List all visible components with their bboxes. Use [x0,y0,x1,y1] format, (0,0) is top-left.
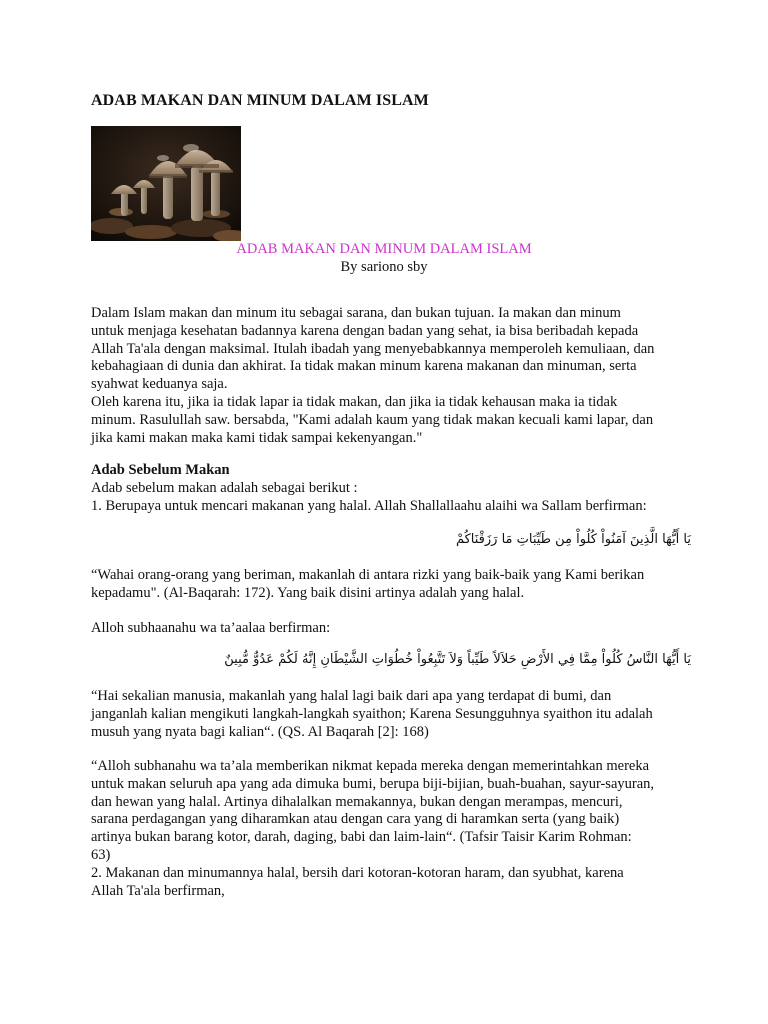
intro-paragraph [91,305,691,447]
text-line: musuh yang nyata bagi kalian“. (QS. Al Baqarah [2]: 168) [91,723,429,740]
document-subtitle: ADAB MAKAN DAN MINUM DALAM ISLAM [236,241,532,257]
mushroom-photo [91,126,241,241]
text-line: 1. Berupaya untuk mencari makanan yang halal. Allah Shallallaahu alaihi wa Sallam berfirman: [91,497,647,514]
text-line: kebahagiaan di dunia dan akhirat. Ia tidak makan minum karena makanan dan minuman, serta [91,358,637,375]
text-line: Alloh subhaanahu wa ta’aalaa berfirman: [91,620,331,636]
document-title: ADAB MAKAN DAN MINUM DALAM ISLAM [91,92,429,109]
tafsir-paragraph [91,758,691,900]
text-line: dan hewan yang halal. Artinya dihalalkan memakannya, bukan dengan merampas, mencuri, [91,793,623,810]
text-line: minum. Rasulullah saw. bersabda, "Kami adalah kaum yang tidak makan kecuali kami lapar, dan [91,411,654,428]
text-line: untuk menjaga kesehatan badannya karena dengan badan yang sehat, ia bisa beribadah kepada [91,322,639,339]
text-line: Allah Ta'ala berfirman, [91,882,225,899]
text-line: “Wahai orang-orang yang beriman, makanlah di antara rizki yang baik-baik yang Kami berikan [91,567,645,583]
text-line: Dalam Islam makan dan minum itu sebagai sarana, dan bukan tujuan. Ia makan dan minum [91,305,621,321]
quote-2 [91,688,691,741]
text-line: janganlah kalian mengikuti langkah-langkah syaithon; Karena Sesungguhnya syaithon itu adalah [91,705,653,722]
intro-2 [91,620,691,638]
text-line: Oleh karena itu, jika ia tidak lapar ia tidak makan, dan jika ia tidak kehausan maka ia tidak [91,393,618,410]
author-byline: By sariono sby [340,259,428,275]
text-line: Adab sebelum makan adalah sebagai berikut : [91,479,358,496]
text-line: untuk makan seluruh apa yang ada dimuka bumi, berupa biji-bijian, buah-buahan, sayur-sayuran, [91,775,655,792]
section-heading: Adab Sebelum Makan [91,462,230,478]
text-line: 2. Makanan dan minumannya halal, bersih dari kotoran-kotoran haram, dan syubhat, karena [91,864,624,881]
arabic-verse-2: يَا أَيُّهَا النَّاسُ كُلُواْ مِمَّا فِي الأَرْضِ حَلاَلاً طَيِّباً وَلاَ تَتَّبِعُواْ خُطُوَاتِ الشَّيْطَانِ إِنَّهُ لَكُمْ عَدُوٌّ مُّبِينٌ [224,652,691,667]
text-line: “Alloh subhanahu wa ta’ala memberikan nikmat kepada mereka dengan memerintahkan mereka [91,758,650,774]
text-line: jika kami makan maka kami tidak sampai kekenyangan." [91,429,423,446]
section-before-eating [91,462,691,515]
text-line: syahwat keduanya saja. [91,376,228,393]
text-line: 63) [91,846,111,863]
text-line: kepadamu". (Al-Baqarah: 172). Yang baik disini artinya adalah yang halal. [91,584,525,601]
text-line: artinya bukan barang kotor, darah, daging, babi dan laim-lain“. (Tafsir Taisir Karim Rohman: [91,829,632,846]
text-line: Allah Ta'ala dengan maksimal. Itulah ibadah yang menyebabkannya memperoleh kemuliaan, dan [91,340,655,357]
quote-1 [91,567,691,603]
arabic-verse-1: يَا أَيُّهَا الَّذِينَ آمَنُواْ كُلُواْ مِن طَيِّبَاتِ مَا رَزَقْنَاكُمْ [455,532,691,547]
text-line: “Hai sekalian manusia, makanlah yang halal lagi baik dari apa yang terdapat di bumi, dan [91,688,612,704]
text-line: sarana perdagangan yang diharamkan atau dengan cara yang di haramkan serta (yang baik) [91,811,620,828]
